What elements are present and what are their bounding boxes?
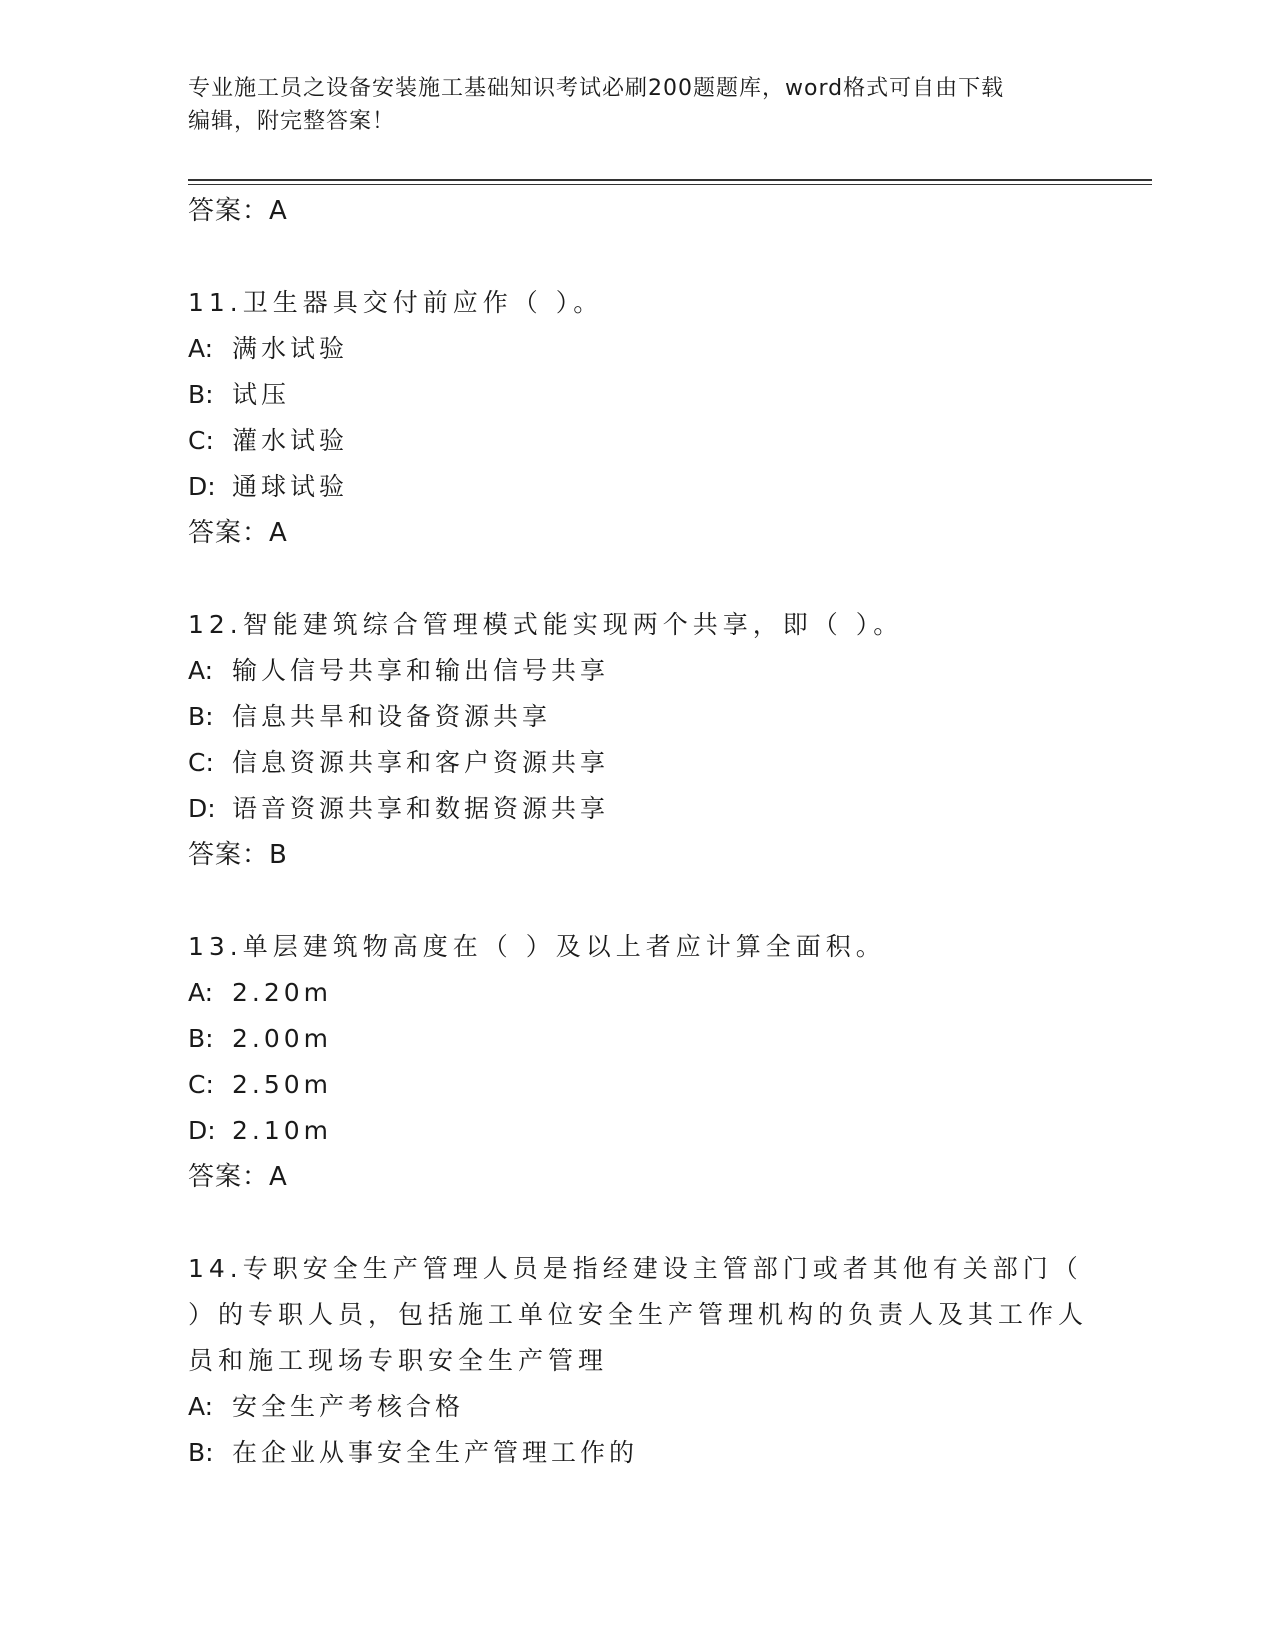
option-label: A: — [188, 1392, 214, 1421]
answer-line: 答案：A — [188, 196, 288, 226]
option-label: D: — [188, 794, 216, 823]
option-text: 语音资源共享和数据资源共享 — [232, 794, 610, 823]
question-text: 14.专职安全生产管理人员是指经建设主管部门或者其他有关部门（ — [188, 1254, 1083, 1283]
option-text: 安全生产考核合格 — [232, 1392, 465, 1421]
question-block — [188, 1246, 1088, 1476]
option-label: C: — [188, 426, 214, 455]
option-text: 输人信号共享和输出信号共享 — [232, 656, 610, 685]
option-label: A: — [188, 334, 214, 363]
option-text: 通球试验 — [232, 472, 349, 501]
option-a — [188, 1384, 1088, 1430]
question-block — [188, 924, 1088, 1200]
option-d — [188, 786, 1088, 832]
option-b — [188, 1430, 1088, 1476]
option-a — [188, 970, 1088, 1016]
question-block — [188, 602, 1088, 878]
question-text: 员和施工现场专职安全生产管理 — [188, 1346, 609, 1375]
answer-line: 答案：A — [188, 1162, 288, 1192]
option-label: D: — [188, 472, 216, 501]
option-text: 信息共旱和设备资源共享 — [232, 702, 552, 731]
option-d — [188, 1108, 1088, 1154]
option-c — [188, 418, 1088, 464]
question-list — [188, 188, 1088, 1476]
option-text: 信息资源共享和客户资源共享 — [232, 748, 610, 777]
option-label: B: — [188, 1024, 214, 1053]
option-label: C: — [188, 748, 214, 777]
option-c — [188, 740, 1088, 786]
option-text: 2.10m — [232, 1116, 333, 1145]
option-c — [188, 1062, 1088, 1108]
option-a — [188, 648, 1088, 694]
option-label: B: — [188, 380, 214, 409]
option-label: B: — [188, 1438, 214, 1467]
option-label: D: — [188, 1116, 216, 1145]
option-d — [188, 464, 1088, 510]
option-label: A: — [188, 656, 214, 685]
header-divider-thin — [188, 184, 1152, 185]
question-text: 13.单层建筑物高度在（ ）及以上者应计算全面积。 — [188, 932, 886, 961]
question-text: ）的专职人员，包括施工单位安全生产管理机构的负责人及其工作人 — [188, 1300, 1089, 1329]
option-text: 灌水试验 — [232, 426, 349, 455]
option-text: 2.00m — [232, 1024, 333, 1053]
option-b — [188, 694, 1088, 740]
option-b — [188, 372, 1088, 418]
question-text: 11.卫生器具交付前应作（ ）。 — [188, 288, 604, 317]
option-label: B: — [188, 702, 214, 731]
option-text: 在企业从事安全生产管理工作的 — [232, 1438, 639, 1467]
option-text: 试压 — [232, 380, 291, 409]
option-a — [188, 326, 1088, 372]
option-b — [188, 1016, 1088, 1062]
option-text: 2.50m — [232, 1070, 333, 1099]
question-block — [188, 280, 1088, 556]
question-text: 12.智能建筑综合管理模式能实现两个共享，即（ ）。 — [188, 610, 904, 639]
option-label: A: — [188, 978, 214, 1007]
answer-line: 答案：B — [188, 840, 288, 870]
option-text: 2.20m — [232, 978, 333, 1007]
option-label: C: — [188, 1070, 214, 1099]
answer-line: 答案：A — [188, 518, 288, 548]
document-header: 专业施工员之设备安装施工基础知识考试必刷200题题库，word格式可自由下载 编辑，附完整答案！ — [188, 76, 1005, 134]
option-text: 满水试验 — [232, 334, 349, 363]
header-divider — [188, 179, 1152, 181]
